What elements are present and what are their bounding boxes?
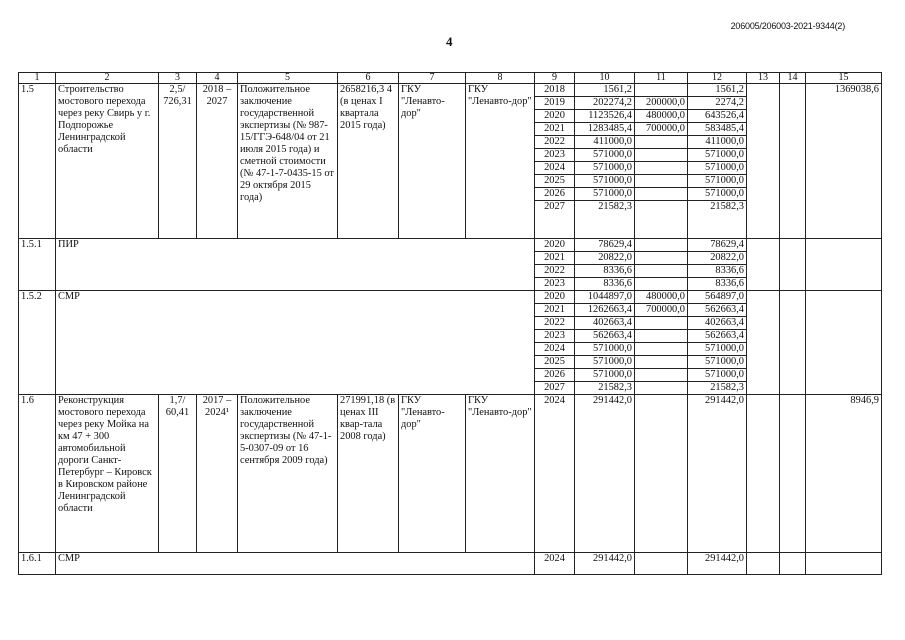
- federal-value: [635, 356, 688, 369]
- expertise: Положительное заключение государственной экспертизы (№ 47-1-5-0307-09 от 16 сентября 2009 года): [238, 395, 338, 553]
- total-value: 571000,0: [575, 162, 635, 175]
- federal-value: [635, 201, 688, 239]
- federal-value: [635, 175, 688, 188]
- federal-value: [635, 330, 688, 343]
- year: 2024: [535, 162, 575, 175]
- cost: 271991,18 (в ценах III квар-тала 2008 года): [338, 395, 399, 553]
- regional-value: 643526,4: [688, 110, 747, 123]
- total-value: 21582,3: [575, 201, 635, 239]
- year: 2022: [535, 136, 575, 149]
- total-value: 21582,3: [575, 382, 635, 395]
- regional-value: 571000,0: [688, 188, 747, 201]
- federal-value: [635, 369, 688, 382]
- regional-value: 291442,0: [688, 395, 747, 553]
- col13: [747, 395, 780, 553]
- year: 2025: [535, 356, 575, 369]
- object-name: Строительство мостового перехода через реку Свирь у г. Подпорожье Ленинградской области: [56, 84, 159, 239]
- table-row: [19, 395, 882, 553]
- regional-value: 21582,3: [688, 382, 747, 395]
- total-value: 20822,0: [575, 252, 635, 265]
- subsection-name: ПИР: [56, 239, 535, 291]
- col15: 1369038,6: [806, 84, 882, 239]
- col13: [747, 291, 780, 395]
- year: 2021: [535, 304, 575, 317]
- regional-value: 1561,2: [688, 84, 747, 97]
- col14: [780, 239, 806, 291]
- regional-value: 571000,0: [688, 369, 747, 382]
- regional-value: 411000,0: [688, 136, 747, 149]
- federal-value: 480000,0: [635, 110, 688, 123]
- federal-value: [635, 382, 688, 395]
- total-value: 571000,0: [575, 369, 635, 382]
- federal-value: 700000,0: [635, 123, 688, 136]
- object-name: Реконструкция мостового перехода через реку Мойка на км 47 + 300 автомобильной дороги Санкт-Петербург – Кировск в Кировском районе Ленинградской области: [56, 395, 159, 553]
- col15: [806, 553, 882, 575]
- year: 2023: [535, 330, 575, 343]
- total-value: 291442,0: [575, 553, 635, 575]
- column-header: 5: [238, 73, 338, 84]
- federal-value: [635, 395, 688, 553]
- regional-value: 571000,0: [688, 175, 747, 188]
- table-row: [19, 291, 882, 304]
- period: 2017 – 2024¹: [197, 395, 238, 553]
- col14: [780, 395, 806, 553]
- total-value: 562663,4: [575, 330, 635, 343]
- federal-value: [635, 278, 688, 291]
- federal-value: [635, 252, 688, 265]
- regional-value: 571000,0: [688, 356, 747, 369]
- column-header: 4: [197, 73, 238, 84]
- regional-value: 2274,2: [688, 97, 747, 110]
- total-value: 571000,0: [575, 149, 635, 162]
- expertise: Положительное заключение государственной экспертизы (№ 987-15/ГГЭ-648/04 от 21 июля 2015 года) и сметной стоимости (№ 47-1-7-0435-15 от 29 октября 2015 года): [238, 84, 338, 239]
- column-header: 7: [399, 73, 466, 84]
- col14: [780, 291, 806, 395]
- regional-value: 8336,6: [688, 278, 747, 291]
- federal-value: [635, 343, 688, 356]
- federal-value: 700000,0: [635, 304, 688, 317]
- year: 2024: [535, 343, 575, 356]
- year: 2021: [535, 123, 575, 136]
- row-number: 1.5.1: [19, 239, 56, 291]
- federal-value: [635, 188, 688, 201]
- total-value: 291442,0: [575, 395, 635, 553]
- year: 2027: [535, 201, 575, 239]
- year: 2020: [535, 291, 575, 304]
- regional-value: 20822,0: [688, 252, 747, 265]
- total-value: 78629,4: [575, 239, 635, 252]
- regional-value: 8336,6: [688, 265, 747, 278]
- year: 2024: [535, 553, 575, 575]
- total-value: 1044897,0: [575, 291, 635, 304]
- builder: ГКУ "Ленавто-дор": [466, 84, 535, 239]
- col15: [806, 239, 882, 291]
- regional-value: 21582,3: [688, 201, 747, 239]
- federal-value: [635, 84, 688, 97]
- column-header: 12: [688, 73, 747, 84]
- column-header: 9: [535, 73, 575, 84]
- customer: ГКУ "Ленавто-дор": [399, 84, 466, 239]
- total-value: 1262663,4: [575, 304, 635, 317]
- regional-value: 571000,0: [688, 149, 747, 162]
- col14: [780, 84, 806, 239]
- total-value: 1561,2: [575, 84, 635, 97]
- year: 2021: [535, 252, 575, 265]
- col14: [780, 553, 806, 575]
- total-value: 202274,2: [575, 97, 635, 110]
- col13: [747, 553, 780, 575]
- row-number: 1.6.1: [19, 553, 56, 575]
- total-value: 1283485,4: [575, 123, 635, 136]
- row-number: 1.5: [19, 84, 56, 239]
- column-header: 11: [635, 73, 688, 84]
- year: 2020: [535, 239, 575, 252]
- period: 2018 – 2027: [197, 84, 238, 239]
- federal-value: 480000,0: [635, 291, 688, 304]
- col13: [747, 239, 780, 291]
- document-id: 206005/206003-2021-9344(2): [730, 21, 845, 31]
- regional-value: 564897,0: [688, 291, 747, 304]
- customer: ГКУ "Ленавто-дор": [399, 395, 466, 553]
- federal-value: [635, 553, 688, 575]
- federal-value: [635, 162, 688, 175]
- total-value: 571000,0: [575, 188, 635, 201]
- year: 2022: [535, 265, 575, 278]
- federal-value: [635, 265, 688, 278]
- table-row: [19, 239, 882, 252]
- col15: [806, 291, 882, 395]
- federal-value: [635, 239, 688, 252]
- federal-value: [635, 136, 688, 149]
- column-header: 8: [466, 73, 535, 84]
- column-header: 14: [780, 73, 806, 84]
- total-value: 571000,0: [575, 175, 635, 188]
- column-header: 2: [56, 73, 159, 84]
- year: 2027: [535, 382, 575, 395]
- row-number: 1.5.2: [19, 291, 56, 395]
- program-table: [18, 72, 882, 575]
- regional-value: 571000,0: [688, 162, 747, 175]
- federal-value: [635, 149, 688, 162]
- federal-value: [635, 317, 688, 330]
- row-number: 1.6: [19, 395, 56, 553]
- capacity: 2,5/ 726,31: [159, 84, 197, 239]
- total-value: 8336,6: [575, 265, 635, 278]
- column-header: 13: [747, 73, 780, 84]
- regional-value: 562663,4: [688, 330, 747, 343]
- year: 2019: [535, 97, 575, 110]
- regional-value: 402663,4: [688, 317, 747, 330]
- year: 2023: [535, 278, 575, 291]
- column-header: 3: [159, 73, 197, 84]
- col15: 8946,9: [806, 395, 882, 553]
- total-value: 1123526,4: [575, 110, 635, 123]
- builder: ГКУ "Ленавто-дор": [466, 395, 535, 553]
- cost: 2658216,3 4 (в ценах I квартала 2015 года): [338, 84, 399, 239]
- year: 2023: [535, 149, 575, 162]
- table-row: [19, 553, 882, 575]
- page-number: 4: [446, 34, 453, 49]
- regional-value: 583485,4: [688, 123, 747, 136]
- table-row: [19, 84, 882, 97]
- year: 2026: [535, 188, 575, 201]
- column-header: 15: [806, 73, 882, 84]
- year: 2020: [535, 110, 575, 123]
- total-value: 8336,6: [575, 278, 635, 291]
- subsection-name: СМР: [56, 291, 535, 395]
- year: 2018: [535, 84, 575, 97]
- total-value: 571000,0: [575, 356, 635, 369]
- regional-value: 571000,0: [688, 343, 747, 356]
- regional-value: 291442,0: [688, 553, 747, 575]
- header-row: [19, 73, 882, 84]
- regional-value: 78629,4: [688, 239, 747, 252]
- capacity: 1,7/ 60,41: [159, 395, 197, 553]
- year: 2024: [535, 395, 575, 553]
- column-header: 10: [575, 73, 635, 84]
- year: 2025: [535, 175, 575, 188]
- total-value: 571000,0: [575, 343, 635, 356]
- subsection-name: СМР: [56, 553, 535, 575]
- federal-value: 200000,0: [635, 97, 688, 110]
- total-value: 402663,4: [575, 317, 635, 330]
- year: 2022: [535, 317, 575, 330]
- col13: [747, 84, 780, 239]
- column-header: 6: [338, 73, 399, 84]
- column-header: 1: [19, 73, 56, 84]
- regional-value: 562663,4: [688, 304, 747, 317]
- total-value: 411000,0: [575, 136, 635, 149]
- year: 2026: [535, 369, 575, 382]
